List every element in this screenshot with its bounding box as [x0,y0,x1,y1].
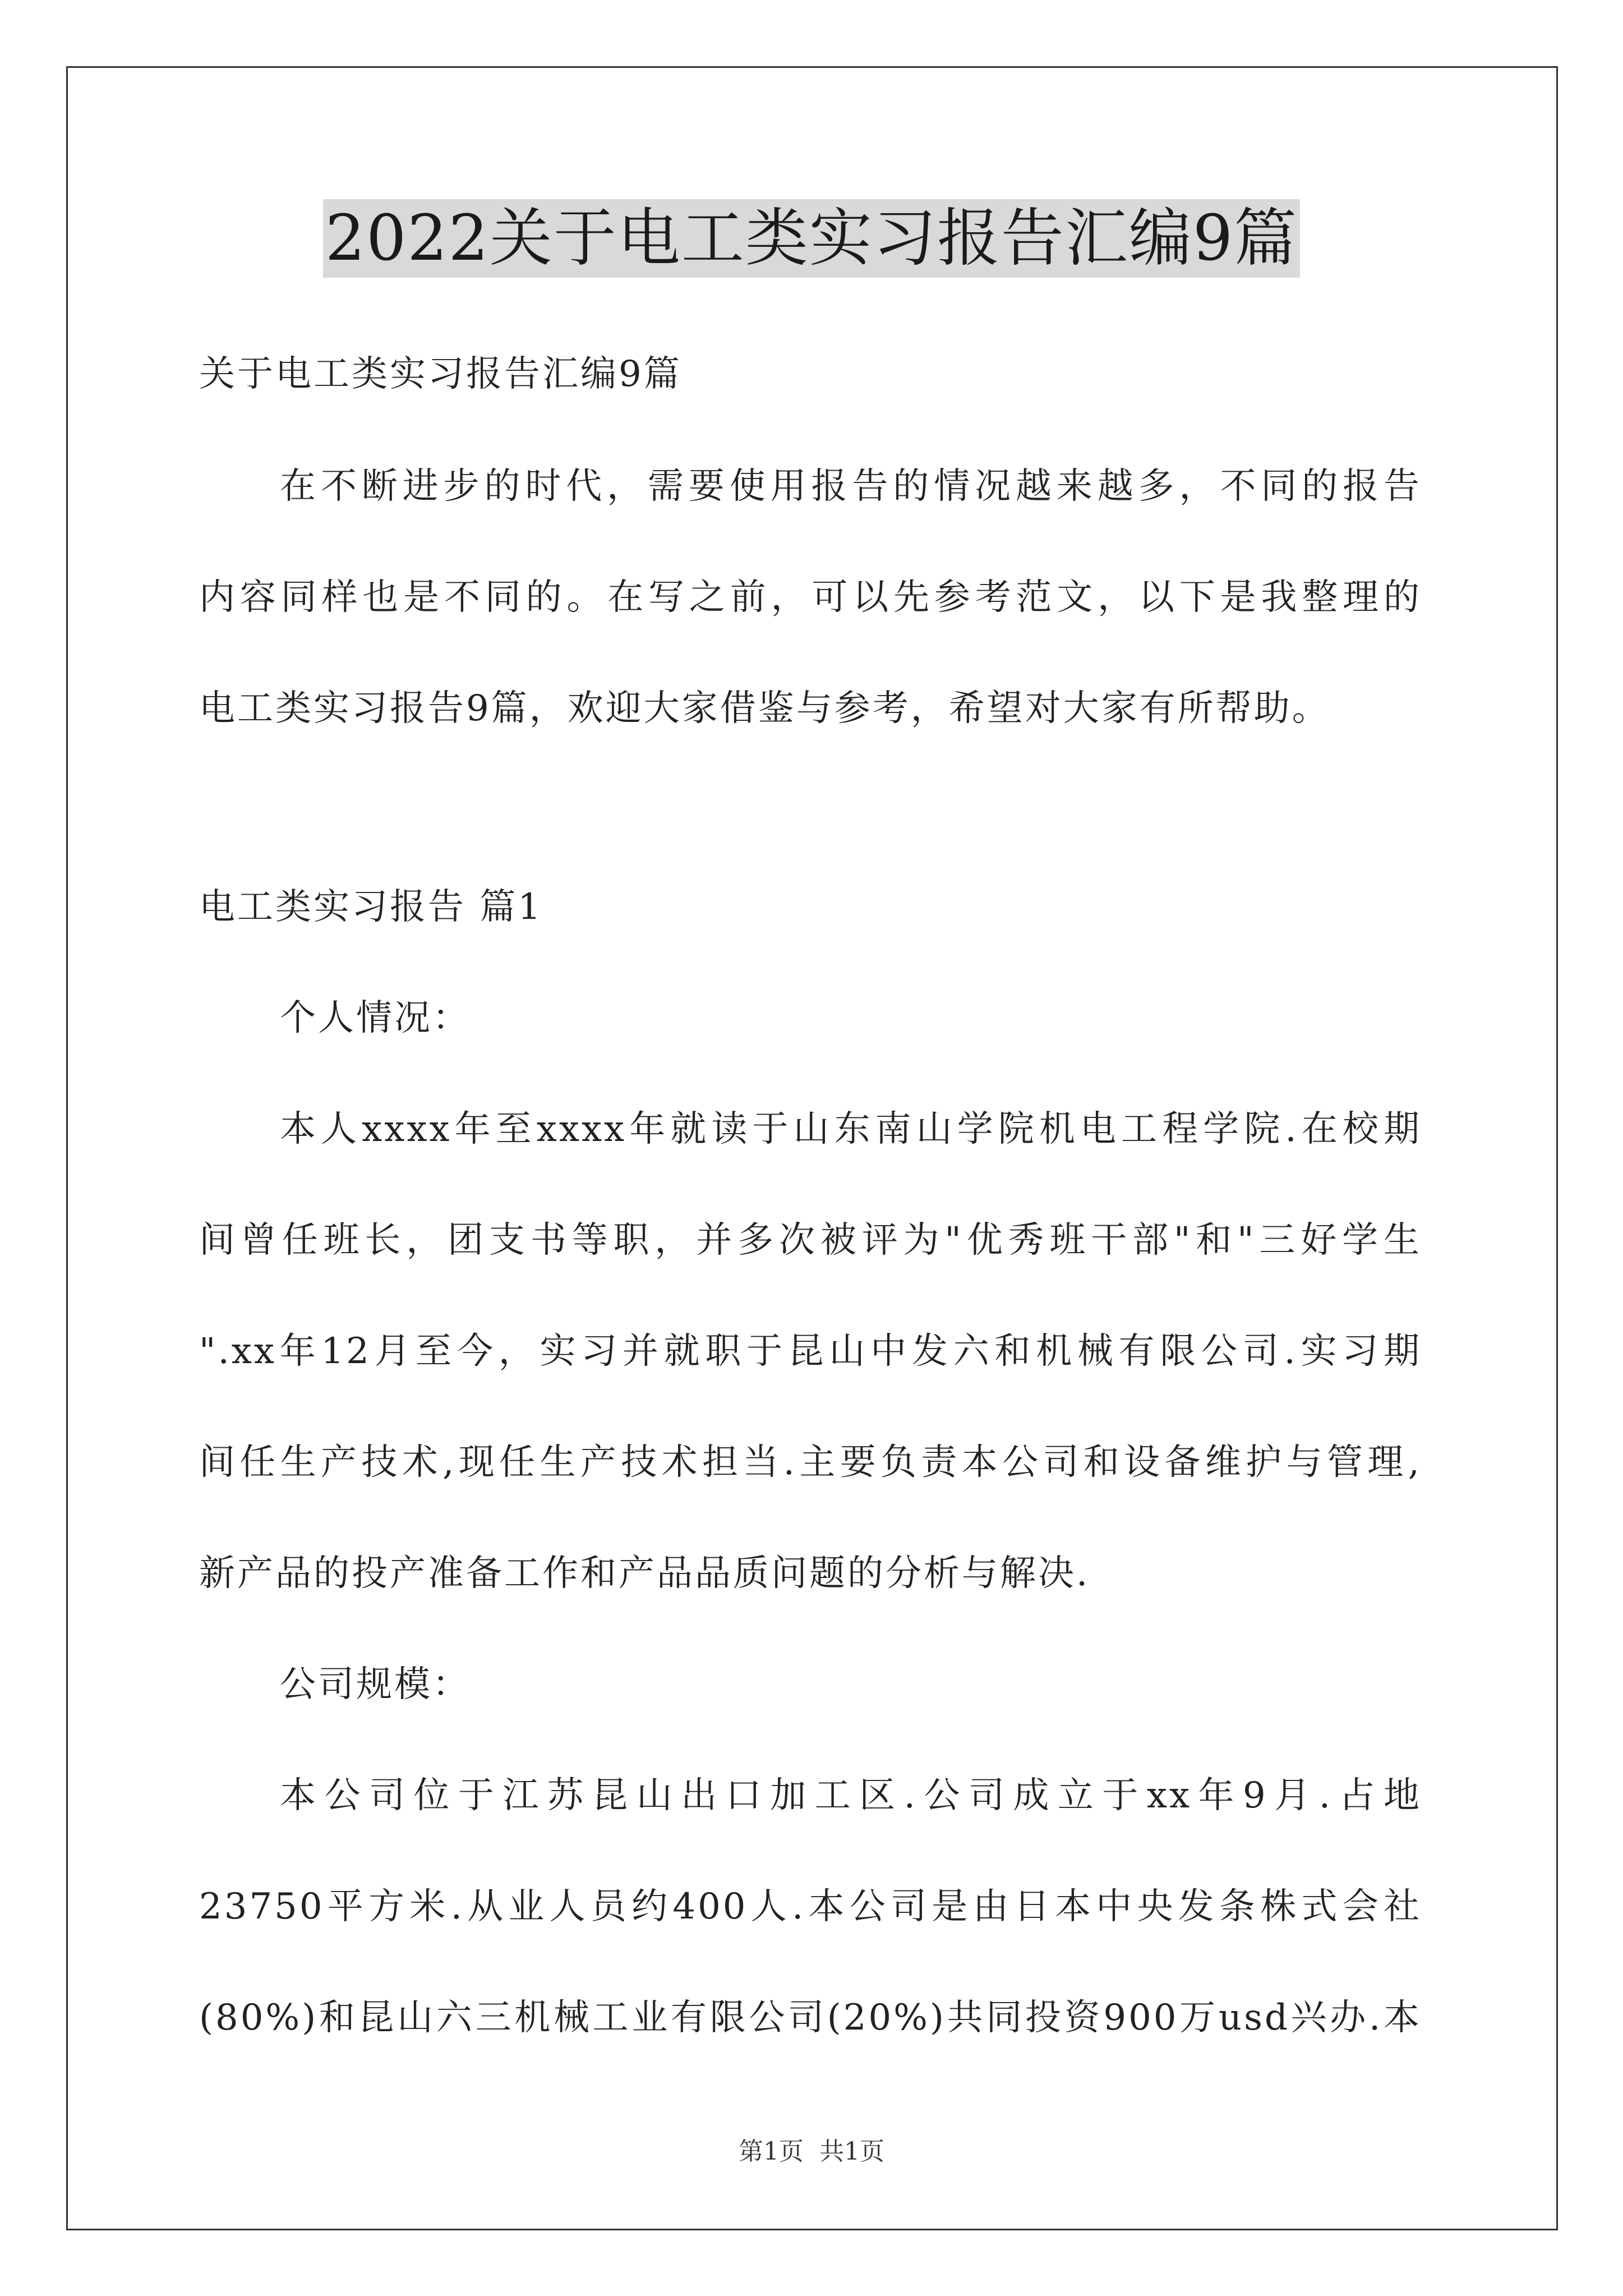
paragraph-line: 本公司位于江苏昆山出口加工区.公司成立于xx年9月.占地 [280,1775,1422,1816]
paragraph-line: ".xx年12月至今，实习并就职于昆山中发六和机械有限公司.实习期 [199,1331,1422,1372]
page-footer [0,2136,1623,2168]
paragraph-line: 间曾任班长，团支书等职，并多次被评为"优秀班干部"和"三好学生 [199,1220,1422,1261]
paragraph-line: 内容同样也是不同的。在写之前，可以先参考范文，以下是我整理的 [199,577,1422,618]
paragraph-line: (80%)和昆山六三机械工业有限公司(20%)共同投资900万usd兴办.本 [199,1997,1422,2039]
document-subtitle: 关于电工类实习报告汇编9篇 [199,353,682,395]
page-number: 第1页 [739,2137,804,2166]
paragraph-line: 个人情况： [280,997,471,1039]
paragraph-line: 在不断进步的时代，需要使用报告的情况越来越多，不同的报告 [280,466,1422,507]
paragraph-line: 电工类实习报告9篇，欢迎大家借鉴与参考，希望对大家有所帮助。 [199,688,1330,729]
paragraph-line: 新产品的投产准备工作和产品品质问题的分析与解决. [199,1553,1090,1594]
title-container [0,199,1623,278]
document-title: 2022关于电工类实习报告汇编9篇 [323,199,1300,278]
paragraph-line: 本人xxxx年至xxxx年就读于山东南山学院机电工程学院.在校期 [280,1108,1422,1150]
paragraph-line: 23750平方米.从业人员约400人.本公司是由日本中央发条株式会社 [199,1886,1422,1927]
section-heading: 电工类实习报告 篇1 [199,886,543,928]
page-total: 共1页 [819,2137,884,2166]
paragraph-line: 间任生产技术,现任生产技术担当.主要负责本公司和设备维护与管理, [199,1442,1422,1483]
paragraph-line: 公司规模： [280,1664,471,1705]
